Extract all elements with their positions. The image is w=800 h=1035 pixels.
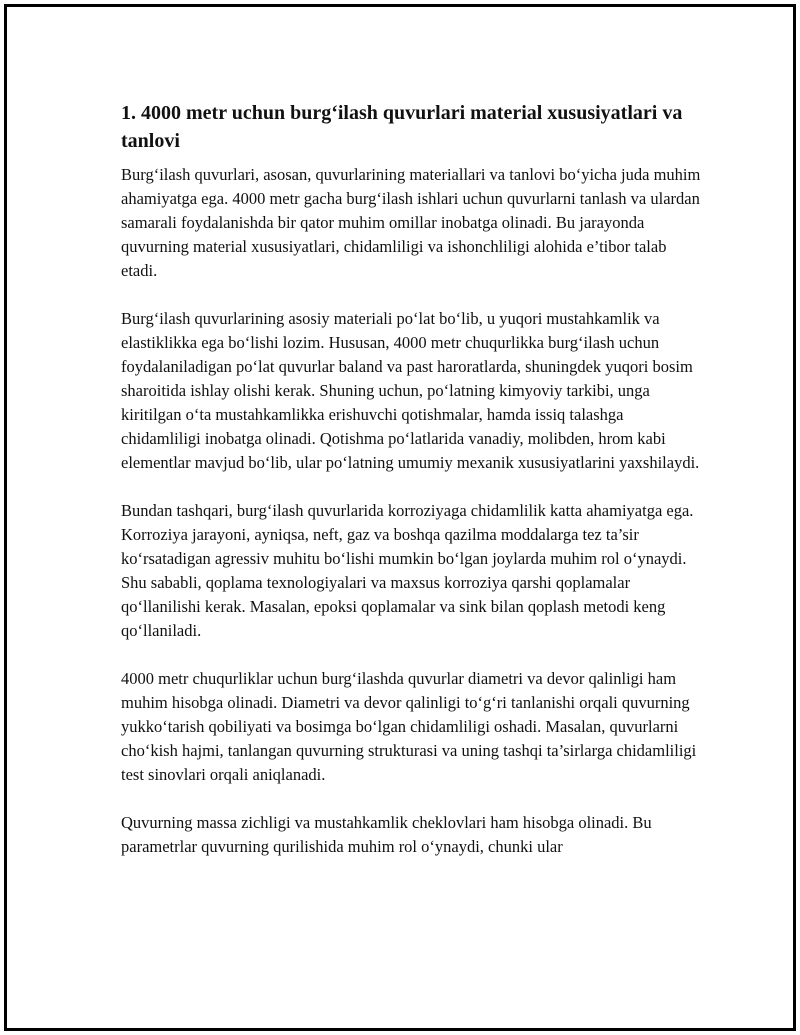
paragraph-5: Quvurning massa zichligi va mustahkamlik cheklovlari ham hisobga olinadi. Bu parametrlar quvurning qurilishida muhim rol o‘ynaydi, chunki ular (121, 813, 652, 856)
paragraph-1: Burg‘ilash quvurlari, asosan, quvurlarining materiallari va tanlovi bo‘yicha juda muhim ahamiyatga ega. 4000 metr gacha burg‘ilash ishlari uchun quvurlarni tanlash va ulardan samarali foydalanishda bir qator muhim omillar inobatga olinadi. Bu jarayonda quvurning material xususiyatlari, chidamliligi va ishonchliligi alohida e’tibor talab etadi. (121, 165, 701, 280)
page-frame (4, 4, 796, 1031)
paragraph-2: Burg‘ilash quvurlarining asosiy materiali po‘lat bo‘lib, u yuqori mustahkamlik va elastiklikka ega bo‘lishi lozim. Hususan, 4000 metr chuqurlikka burg‘ilash uchun foydalaniladigan po‘lat quvurlar baland va past haroratlarda, shuningdek yuqori bosim sharoitida ishlay olishi kerak. Shuning uchun, po‘latning kimyoviy tarkibi, unga kiritilgan o‘ta mustahkamlikka erishuvchi qotishmalar, hamda issiq talashga chidamliligi inobatga olinadi. Qotishma po‘latlarida vanadiy, molibden, hrom kabi elementlar mavjud bo‘lib, ular po‘latning umumiy mexanik xususiyatlarini yaxshilaydi. (121, 309, 700, 472)
paragraph-4: 4000 metr chuqurliklar uchun burg‘ilashda quvurlar diametri va devor qalinligi ham muhim hisobga olinadi. Diametri va devor qalinligi to‘g‘ri tanlanishi orqali quvurning yukko‘tarish qobiliyati va bosimga bo‘lgan chidamliligi oshadi. Masalan, quvurlarni cho‘kish hajmi, tanlangan quvurning strukturasi va uning tashqi ta’sirlarga chidamliligi test sinovlari orqali aniqlanadi. (121, 669, 697, 784)
document-body (121, 99, 701, 859)
section-title: 1. 4000 metr uchun burg‘ilash quvurlari material xususiyatlari va tanlovi (121, 102, 683, 152)
paragraph-3: Bundan tashqari, burg‘ilash quvurlarida korroziyaga chidamlilik katta ahamiyatga ega. Korroziya jarayoni, ayniqsa, neft, gaz va boshqa qazilma moddalarga tez ta’sir ko‘rsatadigan agressiv muhitu bo‘lishi mumkin bo‘lgan joylarda muhim rol o‘ynaydi. Shu sababli, qoplama texnologiyalari va maxsus korroziya qarshi qoplamalar qo‘llanilishi kerak. Masalan, epoksi qoplamalar va sink bilan qoplash metodi keng qo‘llaniladi. (121, 501, 694, 640)
